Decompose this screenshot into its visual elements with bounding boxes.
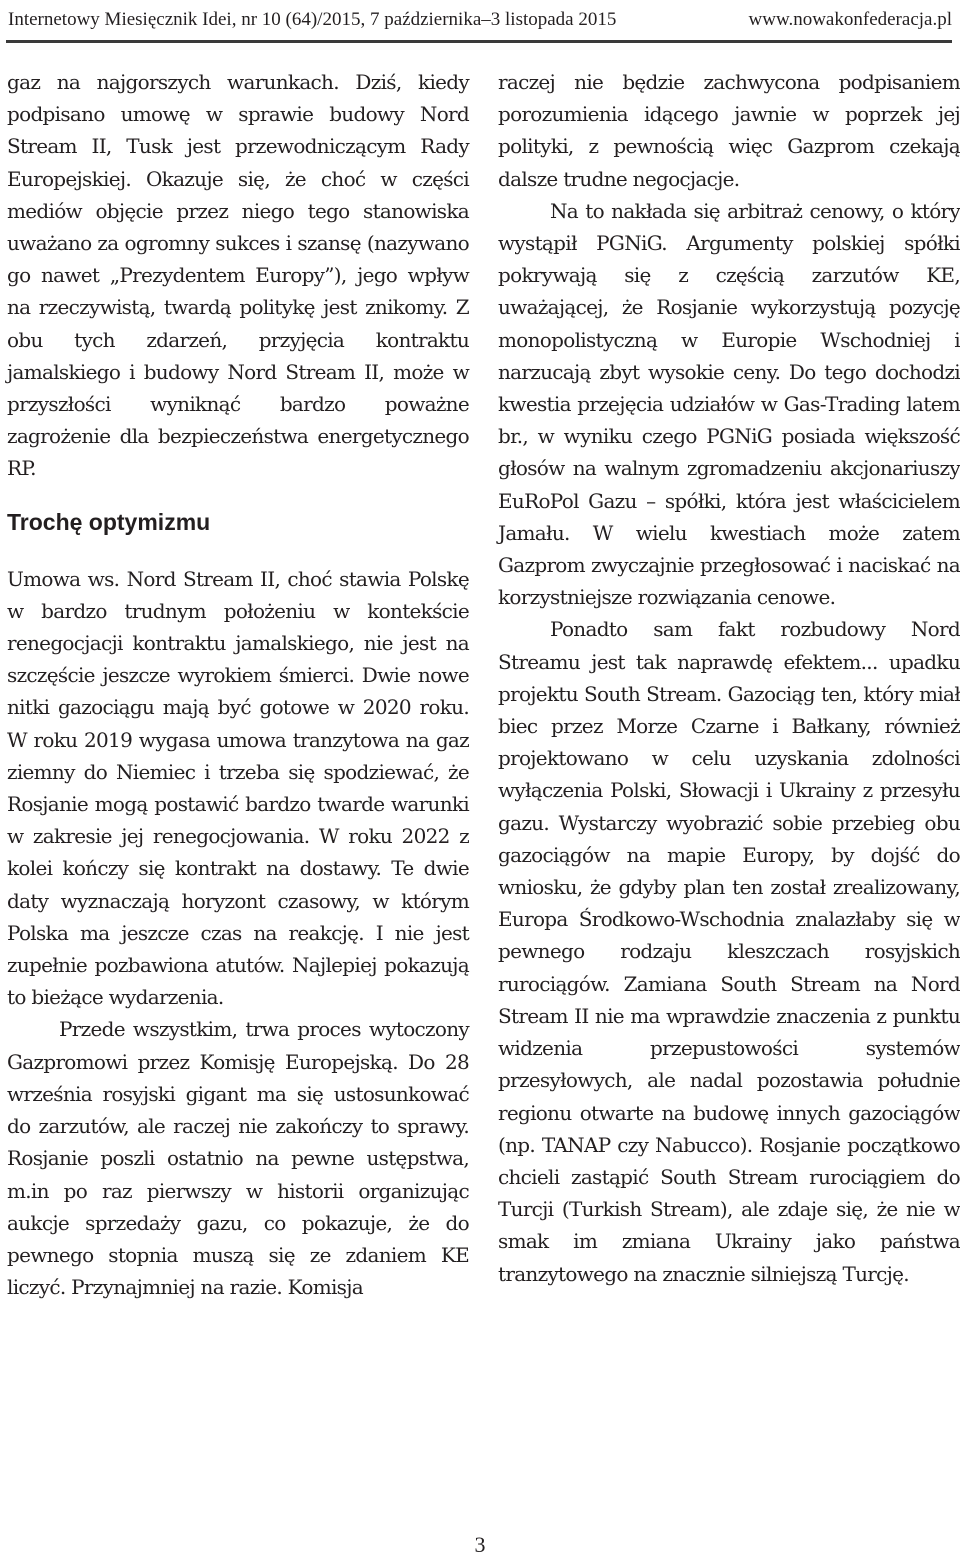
running-header: [8, 0, 952, 40]
page-number: 3: [474, 1532, 486, 1557]
left-paragraph-1: gaz na najgorszych warunkach. Dziś, kiedy podpisano umowę w sprawie budowy Nord Stream II, Tusk jest przewodniczącym Rady Europejskiej. Okazuje się, że choć w części mediów objęcie przez niego tego stanowiska uważano za ogromny sukces i szansę (nazywano go nawet „Prezydentem Europy”), jego wpływ na rzeczywistą, twardą politykę jest znikomy. Z obu tych zdarzeń, przyjęcia kontraktu jamalskiego i budowy Nord Stream II, może w przyszłości wyniknąć bardzo poważne zagrożenie dla bezpieczeństwa energetycznego RP.: [7, 70, 469, 481]
right-paragraph-3: Ponadto sam fakt rozbudowy Nord Streamu jest tak naprawdę efektem... upadku projektu South Stream. Gazociąg ten, który miał biec przez Morze Czarne i Bałkany, również projektowano w celu uzyskania zdolności wyłączenia Polski, Słowacji i Ukrainy z przesyłu gazu. Wystarczy wyobrazić sobie przebieg obu gazociągów na mapie Europy, by dojść do wniosku, że gdyby plan ten został zrealizowany, Europa Środkowo-Wschodnia znalazłaby się w pewnego rodzaju kleszczach rosyjskich rurociągów. Zamiana South Stream na Nord Stream II nie ma wprawdzie znaczenia z punktu widzenia przepustowości systemów przesyłowych, ale nadal pozostawia południe regionu otwarte na budowę innych gazociągów (np. TANAP czy Nabucco). Rosjanie początkowo chcieli zastąpić South Stream rurociągiem do Turcji (Turkish Stream), ale zdaje się, że nie w smak im zmiana Ukrainy jako państwa tranzytowego na znacznie silniejszą Turcję.: [498, 617, 960, 1286]
right-paragraph-1: raczej nie będzie zachwycona podpisaniem porozumienia idącego jawnie w poprzek jej polityki, z pewnością więc Gazprom czekają dalsze trudne negocjacje.: [498, 70, 960, 191]
section-heading: Trochę optymizmu: [7, 508, 211, 535]
left-paragraph-3: Przede wszystkim, trwa proces wytoczony Gazpromowi przez Komisję Europejską. Do 28 września rosyjski gigant ma się ustosunkować do zarzutów, ale raczej nie zakończy to sprawy. Rosjanie poszli ostatnio na pewne ustępstwa, m.in po raz pierwszy w historii organizując aukcje sprzedaży gazu, co pokazuje, że do pewnego stopnia muszą się ze zdaniem KE liczyć. Przynajmniej na razie. Komisja: [7, 1017, 469, 1300]
left-column: [7, 66, 469, 1303]
right-paragraph-2: Na to nakłada się arbitraż cenowy, o który wystąpił PGNiG. Argumenty polskiej spółki pokrywają się z częścią zarzutów KE, uważającej, że Rosjanie wykorzystują pozycję monopolistyczną w Europie Wschodniej i narzucają zbyt wysokie ceny. Do tego dochodzi kwestia przejęcia udziałów w Gas-Trading latem br., w wyniku czego PGNiG posiada większość głosów na walnym zgromadzeniu akcjonariuszy EuRoPol Gazu – spółki, która jest właścicielem Jamału. W wielu kwestiach może zatem Gazprom zwyczajnie przegłosować i naciskać na korzystniejsze rozwiązania cenowe.: [498, 198, 960, 610]
header-divider: [6, 40, 952, 43]
right-column: [498, 66, 960, 1290]
website-address: www.nowakonfederacja.pl: [748, 9, 952, 30]
publication-title: Internetowy Miesięcznik Idei, nr 10 (64)/2015, 7 października–3 listopada 2015: [8, 9, 617, 30]
left-paragraph-2: Umowa ws. Nord Stream II, choć stawia Polskę w bardzo trudnym położeniu w kontekście renegocjacji kontraktu jamalskiego, nie jest na szczęście jeszcze wyrokiem śmierci. Dwie nowe nitki gazociągu mają być gotowe w 2020 roku. W roku 2019 wygasa umowa tranzytowa na gaz ziemny do Niemiec i trzeba się spodziewać, że Rosjanie mogą postawić bardzo twarde warunki w zakresie jej renegocjowania. W roku 2022 z kolei kończy się kontrakt na dostawy. Te dwie daty wyznaczają horyzont czasowy, w którym Polska ma jeszcze czas na reakcję. I nie jest zupełnie pozbawiona atutów. Najlepiej pokazują to bieżące wydarzenia.: [7, 566, 469, 1010]
